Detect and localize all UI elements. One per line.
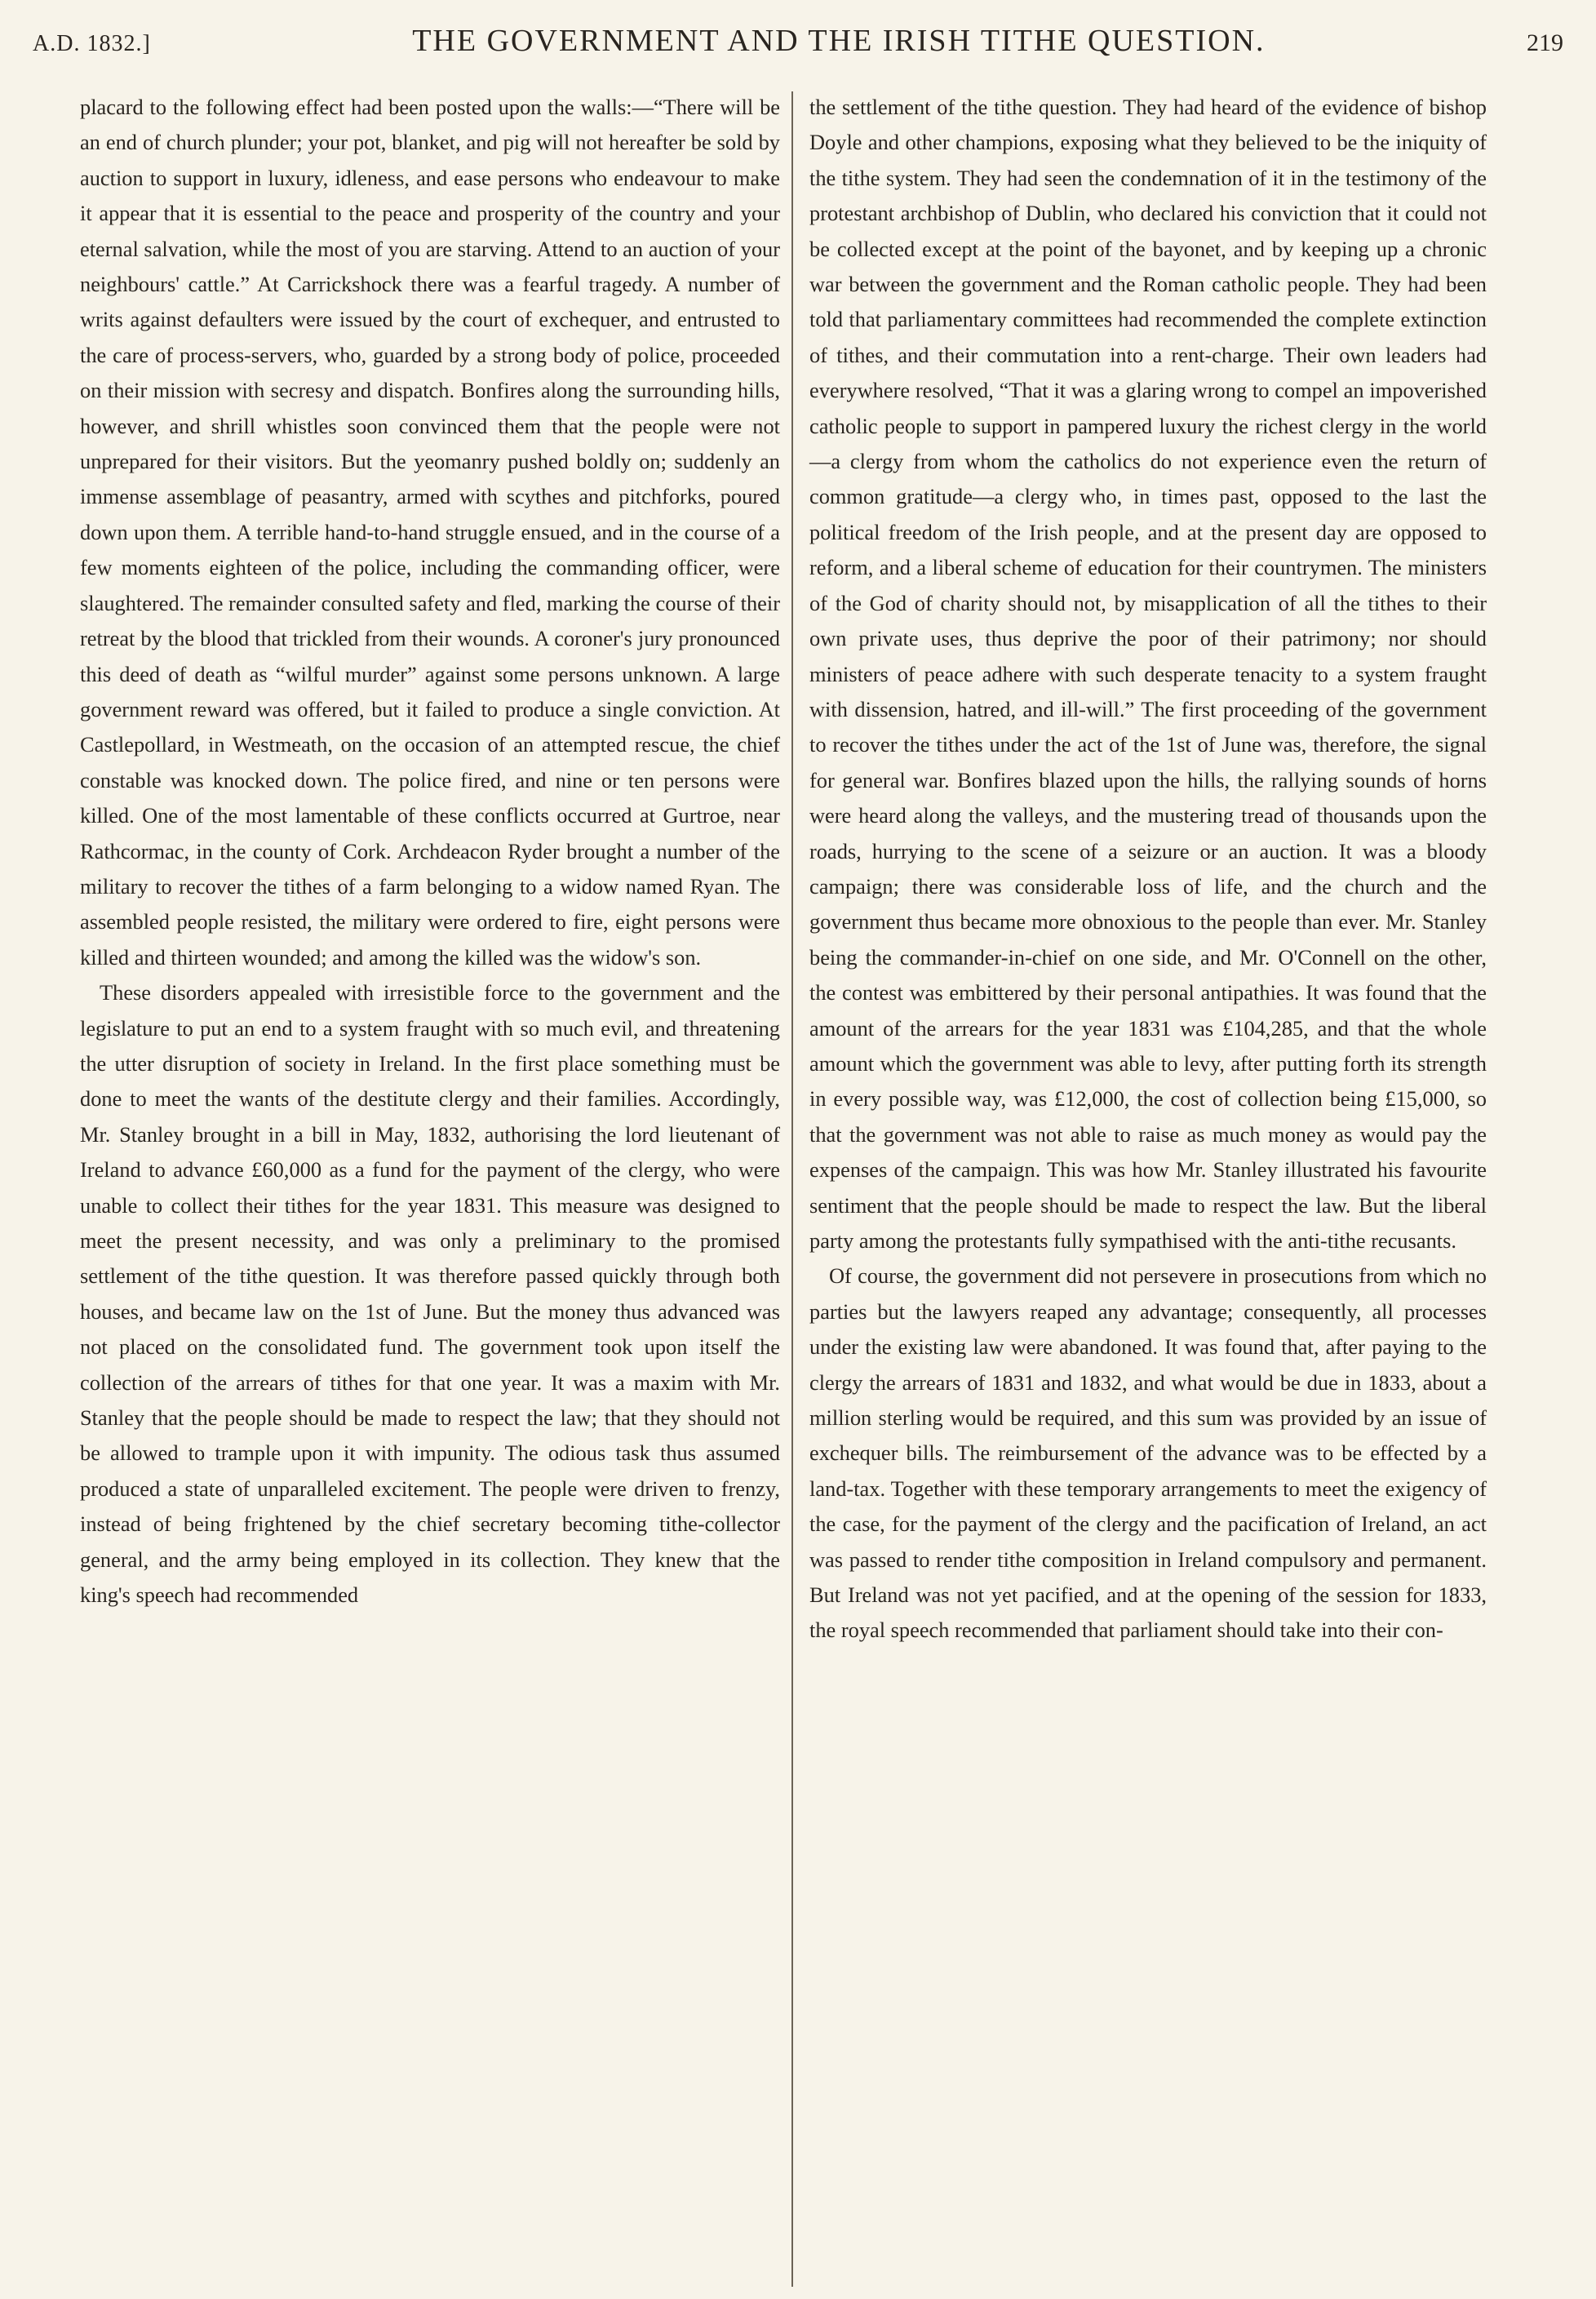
page-number: 219 [1526,29,1563,56]
paragraph: These disorders appealed with irresistible force to the government and the legislature to put an end to a system fraught with so much evil, and threatening the utter disruption of society in Ireland. In the first place something must be done to meet the wants of the destitute clergy and their families. Accordingly, Mr. Stanley brought in a bill in May, 1832, authorising the lord lieutenant of Ireland to advance £60,000 as a fund for the payment of the clergy, who were unable to collect their tithes for the year 1831. This measure was designed to meet the present necessity, and was only a preliminary to the promised settlement of the tithe question. It was therefore passed quickly through both houses, and became law on the 1st of June. But the money thus advanced was not placed on the consolidated fund. The government took upon itself the collection of the arrears of tithes for that one year. It was a maxim with Mr. Stanley that the people should be made to respect the law; that they should not be allowed to trample upon it with impunity. The odious task thus assumed produced a state of unparalleled excitement. The people were driven to frenzy, instead of being frightened by the chief secretary becoming tithe-collector general, and the army being employed in its collection. They knew that the king's speech had recommended [80,980,780,1608]
running-head [33,23,1563,72]
right-column [809,90,1487,1649]
running-head-title: THE GOVERNMENT AND THE IRISH TITHE QUESTION. [412,24,1266,58]
paragraph: the settlement of the tithe question. They had heard of the evidence of bishop Doyle and other champions, exposing what they believed to be the iniquity of the tithe system. They had seen the condemnation of it in the testimony of the protestant archbishop of Dublin, who declared his conviction that it could not be collected except at the point of the bayonet, and by keeping up a chronic war between the government and the Roman catholic people. They had been told that parliamentary committees had recommended the complete extinction of tithes, and their commutation into a rent-charge. Their own leaders had everywhere resolved, “That it was a glaring wrong to compel an impoverished catholic people to support in pampered luxury the richest clergy in the world—a clergy from whom the catholics do not experience even the return of common gratitude—a clergy who, in times past, opposed to the last the political freedom of the Irish people, and at the present day are opposed to reform, and a liberal scheme of education for their countrymen. The ministers of the God of charity should not, by misapplication of all the tithes to their own private uses, thus deprive the poor of their patrimony; nor should ministers of peace adhere with such desperate tenacity to a system fraught with dissension, hatred, and ill-will.” The first proceeding of the government to recover the tithes under the act of the 1st of June was, therefore, the signal for general war. Bonfires blazed upon the hills, the rallying sounds of horns were heard along the valleys, and the mustering tread of thousands upon the roads, hurrying to the scene of a seizure or an auction. It was a bloody campaign; there was considerable loss of life, and the church and the government thus became more obnoxious to the people than ever. Mr. Stanley being the commander-in-chief on one side, and Mr. O'Connell on the other, the contest was embittered by their personal antipathies. It was found that the amount of the arrears for the year 1831 was £104,285, and that the whole amount which the government was able to levy, after putting forth its strength in every possible way, was £12,000, the cost of collection being £15,000, so that the government was not able to raise as much money as would pay the expenses of the campaign. This was how Mr. Stanley illustrated his favourite sentiment that the people should be made to respect the law. But the liberal party among the protestants fully sympathised with the anti-tithe recusants. [809,95,1487,1253]
paragraph: Of course, the government did not persevere in prosecutions from which no parties but the lawyers reaped any advantage; consequently, all processes under the existing law were abandoned. It was found that, after paying to the clergy the arrears of 1831 and 1832, and what would be due in 1833, about a million sterling would be required, and this sum was provided by an issue of exchequer bills. The reimbursement of the advance was to be effected by a land-tax. Together with these temporary arrangements to meet the exigency of the case, for the payment of the clergy and the pacification of Ireland, an act was passed to render tithe composition in Ireland compulsory and permanent. But Ireland was not yet pacified, and at the opening of the session for 1833, the royal speech recommended that parliament should take into their con- [809,1263,1487,1643]
left-column [80,90,780,1613]
running-head-date: A.D. 1832.] [33,31,151,56]
column-divider [791,91,793,2287]
paragraph: placard to the following effect had been posted upon the walls:—“There will be an end of church plunder; your pot, blanket, and pig will not hereafter be sold by auction to support in luxury, idleness, and ease persons who endeavour to make it appear that it is essential to the peace and prosperity of the country and your eternal salvation, while the most of you are starving. Attend to an auction of your neighbours' cattle.” At Carrickshock there was a fearful tragedy. A number of writs against defaulters were issued by the court of exchequer, and entrusted to the care of process-servers, who, guarded by a strong body of police, proceeded on their mission with secresy and dispatch. Bonfires along the surrounding hills, however, and shrill whistles soon convinced them that the people were not unprepared for their visitors. But the yeomanry pushed boldly on; suddenly an immense assemblage of peasantry, armed with scythes and pitchforks, poured down upon them. A terrible hand-to-hand struggle ensued, and in the course of a few moments eighteen of the police, including the commanding officer, were slaughtered. The remainder consulted safety and fled, marking the course of their retreat by the blood that trickled from their wounds. A coroner's jury pronounced this deed of death as “wilful murder” against some persons unknown. A large government reward was offered, but it failed to produce a single conviction. At Castlepollard, in Westmeath, on the occasion of an attempted rescue, the chief constable was knocked down. The police fired, and nine or ten persons were killed. One of the most lamentable of these conflicts occurred at Gurtroe, near Rathcormac, in the county of Cork. Archdeacon Ryder brought a number of the military to recover the tithes of a farm belonging to a widow named Ryan. The assembled people resisted, the military were ordered to fire, eight persons were killed and thirteen wounded; and among the killed was the widow's son. [80,95,780,970]
